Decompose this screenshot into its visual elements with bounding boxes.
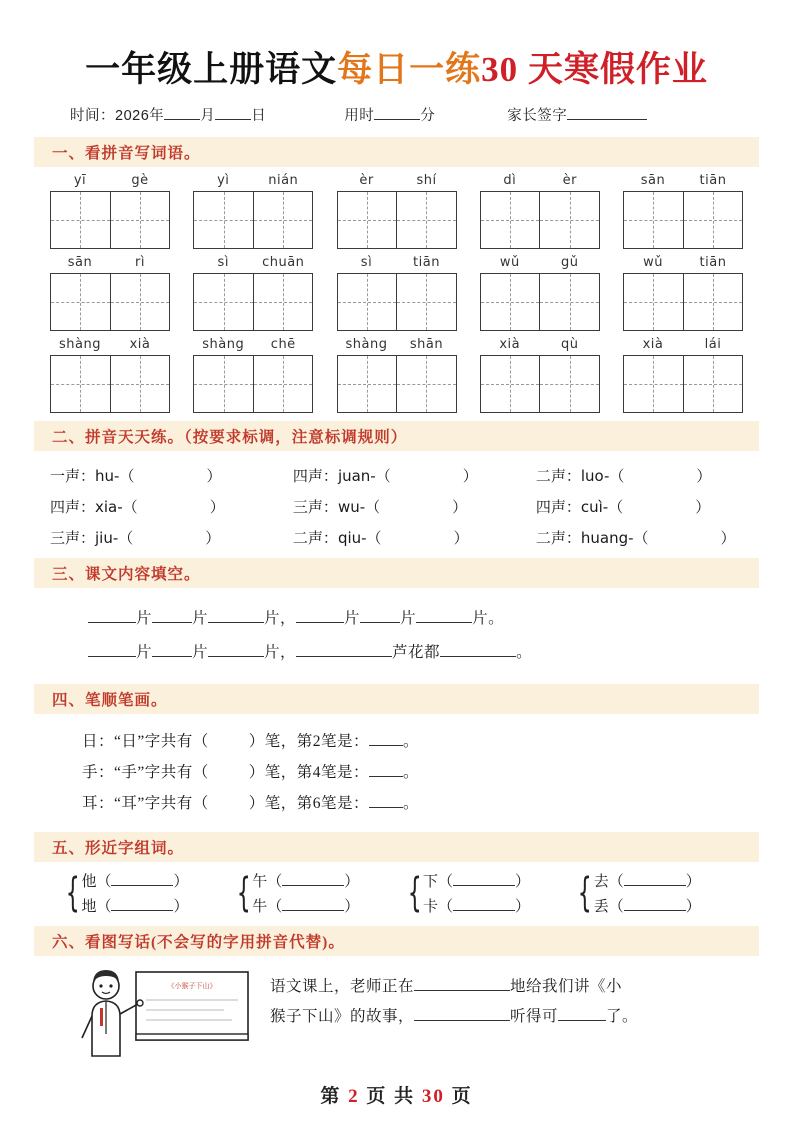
similar-bottom[interactable] bbox=[81, 893, 188, 918]
grid-cell[interactable] bbox=[110, 356, 170, 412]
stroke-prefix: 耳：“耳”字共有（ bbox=[82, 795, 209, 812]
pinyin-block bbox=[480, 173, 600, 249]
page-footer bbox=[0, 1081, 793, 1108]
stroke-answer-blank[interactable] bbox=[369, 776, 403, 777]
stroke-suffix: 。 bbox=[403, 795, 420, 812]
pinyin-syllable: xià bbox=[129, 337, 151, 352]
grid-cell[interactable] bbox=[194, 192, 253, 248]
pinyin-block bbox=[193, 173, 313, 249]
pinyin-block bbox=[337, 173, 457, 249]
grid-cell[interactable] bbox=[683, 356, 743, 412]
tianzige-grid[interactable] bbox=[480, 191, 600, 249]
similar-group bbox=[60, 868, 231, 918]
fill-word: 片 bbox=[192, 610, 209, 627]
tianzige-grid[interactable] bbox=[193, 191, 313, 249]
signature-label: 家长签字 bbox=[507, 108, 568, 124]
month-label: 月 bbox=[200, 108, 216, 124]
pinyin-syllable: yì bbox=[217, 173, 230, 188]
tone-row bbox=[50, 527, 743, 548]
grid-cell[interactable] bbox=[253, 356, 313, 412]
pinyin-block bbox=[480, 337, 600, 413]
similar-char: 牛（ bbox=[252, 899, 283, 915]
pinyin-syllable: shān bbox=[409, 337, 444, 352]
tianzige-grid[interactable] bbox=[193, 355, 313, 413]
tone-syllable: huang- bbox=[580, 529, 634, 547]
pinyin-block bbox=[193, 337, 313, 413]
tianzige-grid[interactable] bbox=[337, 355, 457, 413]
grid-cell[interactable] bbox=[396, 356, 456, 412]
fill-word: 片 bbox=[136, 644, 153, 661]
teacher-blackboard-illustration bbox=[74, 964, 252, 1060]
tone-label: 四声： bbox=[292, 469, 338, 485]
pinyin-block bbox=[50, 337, 170, 413]
section-header-6: 六、看图写话(不会写的字用拼音代替)。 bbox=[34, 926, 759, 956]
text-segment: 语文课上，老师正在 bbox=[270, 978, 415, 995]
grid-cell[interactable] bbox=[396, 192, 456, 248]
similar-char: 下（ bbox=[422, 874, 453, 890]
pinyin-block bbox=[623, 337, 743, 413]
tianzige-grid[interactable] bbox=[50, 355, 170, 413]
section-header-4: 四、笔顺笔画。 bbox=[34, 684, 759, 714]
similar-top[interactable] bbox=[594, 868, 701, 893]
pinyin-block bbox=[193, 255, 313, 331]
fill-blank[interactable] bbox=[88, 622, 136, 623]
page-title bbox=[34, 42, 759, 92]
pinyin-syllable: xià bbox=[642, 337, 664, 352]
tone-label: 二声： bbox=[535, 531, 581, 547]
pinyin-labels bbox=[193, 173, 313, 188]
pinyin-syllable: shàng bbox=[202, 337, 245, 352]
tone-item: 四声： juan- （ ） bbox=[292, 467, 478, 485]
fill-line-1 bbox=[88, 606, 741, 628]
fill-blank[interactable] bbox=[208, 656, 264, 657]
title-part-2: 每日一练 bbox=[337, 50, 482, 89]
grid-cell[interactable] bbox=[110, 274, 170, 330]
grid-cell[interactable] bbox=[683, 192, 743, 248]
grid-cell[interactable] bbox=[51, 274, 110, 330]
pinyin-syllable: sì bbox=[360, 255, 373, 270]
grid-cell[interactable] bbox=[110, 192, 170, 248]
tone-item: 一声： hu- （ ） bbox=[50, 467, 222, 485]
similar-paren: ） bbox=[685, 874, 701, 890]
fill-blank[interactable] bbox=[208, 622, 264, 623]
fill-line-2 bbox=[88, 640, 741, 662]
pinyin-labels bbox=[337, 337, 457, 352]
stroke-line bbox=[82, 760, 741, 782]
similar-paren: ） bbox=[344, 874, 360, 890]
fill-word: 芦花都 bbox=[392, 644, 441, 661]
tianzige-grid[interactable] bbox=[50, 273, 170, 331]
similar-top[interactable] bbox=[81, 868, 188, 893]
pinyin-labels bbox=[337, 173, 457, 188]
tone-item: 四声： cuì- （ ） bbox=[535, 498, 711, 516]
tianzige-grid[interactable] bbox=[623, 191, 743, 249]
tone-label: 三声： bbox=[292, 500, 338, 516]
tianzige-grid[interactable] bbox=[193, 273, 313, 331]
tone-syllable: wu- bbox=[337, 498, 366, 516]
brace-icon: { bbox=[407, 870, 422, 916]
similar-group bbox=[402, 868, 573, 918]
writing-blank[interactable] bbox=[414, 990, 510, 991]
similar-top[interactable] bbox=[423, 868, 530, 893]
pinyin-labels bbox=[193, 255, 313, 270]
pinyin-syllable: gè bbox=[131, 173, 149, 188]
tone-item: 二声： luo- （ ） bbox=[535, 467, 712, 485]
text-fill-exercise bbox=[34, 592, 759, 676]
pinyin-syllable: dì bbox=[503, 173, 517, 188]
day-label: 日 bbox=[251, 108, 267, 124]
pinyin-syllable: qù bbox=[561, 337, 579, 352]
grid-cell[interactable] bbox=[481, 274, 540, 330]
pinyin-labels bbox=[623, 173, 743, 188]
title-part-3: 30 天寒假作业 bbox=[481, 50, 708, 89]
tone-syllable: juan- bbox=[337, 467, 376, 485]
grid-cell[interactable] bbox=[253, 274, 313, 330]
similar-paren: ） bbox=[173, 874, 189, 890]
pinyin-labels bbox=[480, 255, 600, 270]
fill-blank[interactable] bbox=[440, 656, 516, 657]
pinyin-syllable: gǔ bbox=[561, 255, 579, 270]
tone-exercise bbox=[34, 455, 759, 548]
info-row bbox=[34, 98, 759, 129]
stroke-line bbox=[82, 729, 741, 751]
stroke-line bbox=[82, 791, 741, 813]
writing-blank[interactable] bbox=[414, 1020, 510, 1021]
stroke-mid: ）笔，第2笔是： bbox=[248, 733, 370, 750]
stroke-mid: ）笔，第4笔是： bbox=[248, 764, 370, 781]
similar-bottom[interactable] bbox=[594, 893, 701, 918]
illustration bbox=[74, 964, 252, 1060]
similar-char: 地（ bbox=[81, 899, 112, 915]
footer-prefix: 第 bbox=[320, 1086, 342, 1107]
stroke-suffix: 。 bbox=[403, 733, 420, 750]
similar-char: 他（ bbox=[81, 874, 112, 890]
pinyin-syllable: rì bbox=[135, 255, 145, 270]
fill-word: 片 bbox=[136, 610, 153, 627]
similar-char: 丢（ bbox=[593, 899, 624, 915]
tone-syllable: qiu- bbox=[337, 529, 367, 547]
pinyin-syllable: xià bbox=[499, 337, 521, 352]
duration-unit: 分 bbox=[420, 108, 436, 124]
fill-blank[interactable] bbox=[416, 622, 472, 623]
pinyin-labels bbox=[623, 337, 743, 352]
tianzige-grid[interactable] bbox=[623, 355, 743, 413]
stroke-suffix: 。 bbox=[403, 764, 420, 781]
signature-blank[interactable] bbox=[567, 119, 647, 120]
brace-icon: { bbox=[236, 870, 251, 916]
pinyin-row-2 bbox=[34, 255, 759, 331]
grid-cell[interactable] bbox=[481, 192, 540, 248]
pinyin-syllable: sì bbox=[217, 255, 229, 270]
pinyin-row-3 bbox=[34, 337, 759, 413]
tone-label: 二声： bbox=[535, 469, 581, 485]
pinyin-syllable: tiān bbox=[413, 255, 440, 270]
stroke-prefix: 手：“手”字共有（ bbox=[82, 764, 209, 781]
similar-group bbox=[231, 868, 402, 918]
pinyin-syllable: wǔ bbox=[643, 255, 663, 270]
similar-characters-exercise bbox=[34, 866, 759, 918]
tone-syllable: hu- bbox=[95, 467, 120, 485]
fill-word: 片 bbox=[400, 610, 417, 627]
tone-row bbox=[50, 496, 743, 517]
day-blank[interactable] bbox=[215, 119, 251, 120]
grid-cell[interactable] bbox=[396, 274, 456, 330]
grid-cell[interactable] bbox=[338, 356, 397, 412]
pinyin-block bbox=[337, 337, 457, 413]
grid-cell[interactable] bbox=[624, 356, 683, 412]
stroke-prefix: 日：“日”字共有（ bbox=[82, 733, 209, 750]
pinyin-labels bbox=[480, 337, 600, 352]
tone-label: 一声： bbox=[50, 469, 96, 485]
tone-item: 二声： huang- （ ） bbox=[535, 529, 736, 547]
pinyin-block bbox=[50, 173, 170, 249]
fill-word: 片 bbox=[192, 644, 209, 661]
pinyin-syllable: chuān bbox=[262, 255, 305, 270]
fill-word: 片。 bbox=[472, 610, 505, 627]
similar-paren: ） bbox=[173, 899, 189, 915]
writing-blank[interactable] bbox=[558, 1020, 606, 1021]
section-header-2: 二、拼音天天练。（按要求标调，注意标调规则） bbox=[34, 421, 759, 451]
fill-blank[interactable] bbox=[152, 622, 192, 623]
tianzige-grid[interactable] bbox=[337, 191, 457, 249]
similar-paren: ） bbox=[685, 899, 701, 915]
grid-cell[interactable] bbox=[194, 356, 253, 412]
stroke-mid: ）笔，第6笔是： bbox=[248, 795, 370, 812]
tone-label: 四声： bbox=[50, 500, 96, 516]
pinyin-row-1 bbox=[34, 173, 759, 249]
tone-row bbox=[50, 465, 743, 486]
pinyin-labels bbox=[623, 255, 743, 270]
grid-cell[interactable] bbox=[194, 274, 253, 330]
grid-cell[interactable] bbox=[539, 274, 599, 330]
pinyin-labels bbox=[50, 337, 170, 352]
tianzige-grid[interactable] bbox=[480, 273, 600, 331]
section-header-1: 一、看拼音写词语。 bbox=[34, 137, 759, 167]
footer-suffix: 页 bbox=[451, 1086, 473, 1107]
pinyin-syllable: lái bbox=[704, 337, 722, 352]
tone-syllable: jiu- bbox=[95, 529, 119, 547]
pinyin-labels bbox=[50, 173, 170, 188]
pinyin-syllable: yī bbox=[73, 173, 87, 188]
tone-syllable: cuì- bbox=[580, 498, 609, 516]
similar-bottom[interactable] bbox=[252, 893, 359, 918]
tone-item: 三声： jiu- （ ） bbox=[50, 529, 221, 547]
fill-blank[interactable] bbox=[360, 622, 400, 623]
similar-bottom[interactable] bbox=[423, 893, 530, 918]
fill-word: 片， bbox=[264, 644, 297, 661]
pinyin-block bbox=[623, 255, 743, 331]
fill-blank[interactable] bbox=[152, 656, 192, 657]
tianzige-grid[interactable] bbox=[623, 273, 743, 331]
pinyin-syllable: èr bbox=[562, 173, 577, 188]
pinyin-block bbox=[337, 255, 457, 331]
text-segment: 地给我们讲《小 bbox=[510, 978, 623, 995]
grid-cell[interactable] bbox=[539, 356, 599, 412]
pinyin-syllable: sān bbox=[67, 255, 93, 270]
pinyin-syllable: shí bbox=[416, 173, 437, 188]
pinyin-block bbox=[50, 255, 170, 331]
tone-label: 三声： bbox=[50, 531, 96, 547]
pinyin-syllable: wǔ bbox=[499, 255, 520, 270]
fill-blank[interactable] bbox=[296, 622, 344, 623]
fill-blank[interactable] bbox=[88, 656, 136, 657]
pinyin-block bbox=[480, 255, 600, 331]
fill-blank[interactable] bbox=[296, 656, 392, 657]
stroke-order-exercise bbox=[34, 718, 759, 824]
picture-writing-text bbox=[270, 964, 741, 1060]
tianzige-grid[interactable] bbox=[50, 191, 170, 249]
pinyin-syllable: tiān bbox=[699, 173, 727, 188]
footer-total-pages: 30 bbox=[421, 1086, 445, 1107]
grid-cell[interactable] bbox=[253, 192, 313, 248]
similar-char: 卡（ bbox=[422, 899, 453, 915]
pinyin-labels bbox=[337, 255, 457, 270]
pinyin-syllable: sān bbox=[640, 173, 666, 188]
grid-cell[interactable] bbox=[539, 192, 599, 248]
text-segment: 猴子下山》的故事， bbox=[270, 1008, 415, 1025]
tone-syllable: luo- bbox=[580, 467, 610, 485]
svg-text:《小猴子下山》: 《小猴子下山》 bbox=[167, 982, 217, 990]
tone-label: 四声： bbox=[535, 500, 581, 516]
tone-syllable: xia- bbox=[95, 498, 123, 516]
pinyin-block bbox=[623, 173, 743, 249]
stroke-answer-blank[interactable] bbox=[369, 745, 403, 746]
pinyin-labels bbox=[193, 337, 313, 352]
grid-cell[interactable] bbox=[338, 192, 397, 248]
grid-cell[interactable] bbox=[683, 274, 743, 330]
year-value: 2026年 bbox=[115, 108, 165, 124]
pinyin-syllable: nián bbox=[268, 173, 299, 188]
tone-item: 二声： qiu- （ ） bbox=[292, 529, 469, 547]
month-blank[interactable] bbox=[164, 119, 200, 120]
similar-paren: ） bbox=[344, 899, 360, 915]
text-segment: 了。 bbox=[606, 1008, 639, 1025]
pinyin-syllable: èr bbox=[359, 173, 374, 188]
footer-middle: 页 共 bbox=[366, 1086, 416, 1107]
duration-blank[interactable] bbox=[374, 119, 420, 120]
tianzige-grid[interactable] bbox=[337, 273, 457, 331]
grid-cell[interactable] bbox=[624, 192, 683, 248]
fill-word: 。 bbox=[516, 644, 533, 661]
pinyin-syllable: shàng bbox=[59, 337, 101, 352]
grid-cell[interactable] bbox=[338, 274, 397, 330]
pinyin-syllable: shàng bbox=[345, 337, 388, 352]
grid-cell[interactable] bbox=[51, 192, 110, 248]
brace-icon: { bbox=[65, 870, 80, 916]
similar-paren: ） bbox=[514, 899, 530, 915]
similar-group bbox=[572, 868, 743, 918]
fill-word: 片， bbox=[264, 610, 297, 627]
tone-label: 二声： bbox=[292, 531, 338, 547]
section-header-5: 五、形近字组词。 bbox=[34, 832, 759, 862]
section-header-3: 三、课文内容填空。 bbox=[34, 558, 759, 588]
text-segment: 听得可 bbox=[510, 1008, 559, 1025]
similar-char: 午（ bbox=[252, 874, 283, 890]
similar-char: 去（ bbox=[593, 874, 624, 890]
picture-writing-exercise bbox=[34, 960, 759, 1060]
grid-cell[interactable] bbox=[51, 356, 110, 412]
similar-top[interactable] bbox=[252, 868, 359, 893]
pinyin-syllable: chē bbox=[270, 337, 296, 352]
tianzige-grid[interactable] bbox=[480, 355, 600, 413]
pinyin-labels bbox=[480, 173, 600, 188]
grid-cell[interactable] bbox=[624, 274, 683, 330]
tone-item: 三声： wu- （ ） bbox=[292, 498, 468, 516]
pinyin-syllable: tiān bbox=[699, 255, 727, 270]
footer-page-number: 2 bbox=[348, 1086, 360, 1107]
fill-word: 片 bbox=[344, 610, 361, 627]
similar-paren: ） bbox=[514, 874, 530, 890]
duration-label: 用时 bbox=[344, 108, 375, 124]
title-part-1: 一年级上册语文 bbox=[85, 50, 338, 89]
time-label: 时间： bbox=[70, 108, 115, 124]
pinyin-labels bbox=[50, 255, 170, 270]
grid-cell[interactable] bbox=[481, 356, 540, 412]
brace-icon: { bbox=[577, 870, 592, 916]
stroke-answer-blank[interactable] bbox=[369, 807, 403, 808]
tone-item: 四声： xia- （ ） bbox=[50, 498, 225, 516]
